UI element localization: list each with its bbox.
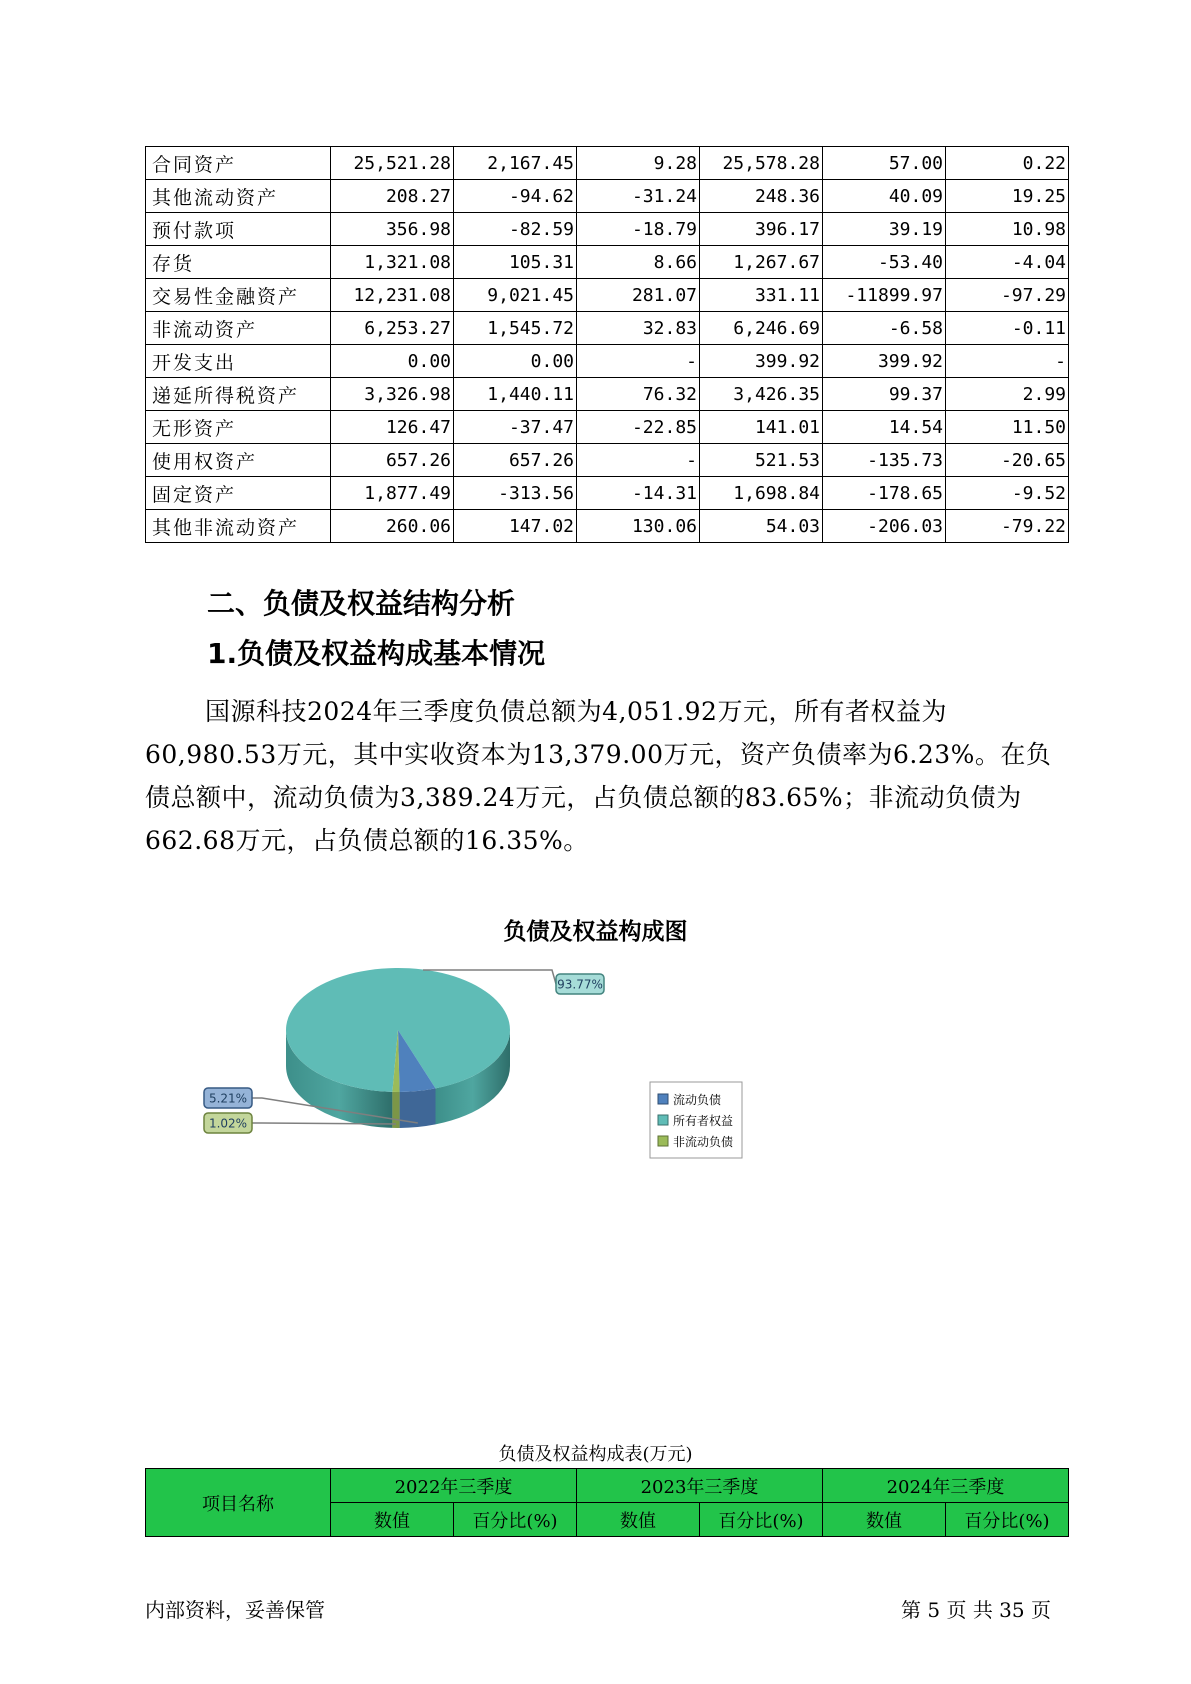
table-cell: 0.00 [454, 345, 577, 378]
table-row [146, 510, 1069, 543]
footer-page-number: 第 5 页 共 35 页 [901, 1598, 1051, 1622]
table-cell: -79.22 [946, 510, 1069, 543]
table-cell: 396.17 [700, 213, 823, 246]
asset-change-table [145, 146, 1069, 543]
legend-swatch [658, 1136, 668, 1146]
table-cell: 281.07 [577, 279, 700, 312]
legend-swatch [658, 1094, 668, 1104]
row-label: 使用权资产 [146, 444, 331, 477]
table-cell: -20.65 [946, 444, 1069, 477]
sub-header-value: 数值 [331, 1503, 454, 1537]
table-row [146, 312, 1069, 345]
table-row [146, 147, 1069, 180]
sub-header-value: 数值 [577, 1503, 700, 1537]
row-label: 无形资产 [146, 411, 331, 444]
table-row [146, 378, 1069, 411]
table-cell: -94.62 [454, 180, 577, 213]
table-cell: -0.11 [946, 312, 1069, 345]
sub-header-pct: 百分比(%) [946, 1503, 1069, 1537]
table-cell: -97.29 [946, 279, 1069, 312]
row-label: 开发支出 [146, 345, 331, 378]
summary-paragraph: 国源科技2024年三季度负债总额为4,051.92万元，所有者权益为60,980.53万元，其中实收资本为13,379.00万元，资产负债率为6.23%。在负债总额中，流动负债为3,389.24万元，占负债总额的83.65%；非流动负债为662.68万元，占负债总额的16.35%。 [145, 697, 1052, 855]
row-label: 存货 [146, 246, 331, 279]
table-cell: 12,231.08 [331, 279, 454, 312]
table-cell: -31.24 [577, 180, 700, 213]
table-cell: -206.03 [823, 510, 946, 543]
table-cell: 657.26 [331, 444, 454, 477]
table-cell: 356.98 [331, 213, 454, 246]
table-cell: 331.11 [700, 279, 823, 312]
pie-slice-side [392, 1092, 399, 1128]
chart-title: 负债及权益构成图 [503, 919, 688, 945]
table-row [146, 444, 1069, 477]
table-cell: - [946, 345, 1069, 378]
table-cell: 1,267.67 [700, 246, 823, 279]
table-cell: -18.79 [577, 213, 700, 246]
table-cell: - [577, 444, 700, 477]
table-cell: 260.06 [331, 510, 454, 543]
table-cell: 57.00 [823, 147, 946, 180]
row-label: 其他非流动资产 [146, 510, 331, 543]
liability-equity-table [145, 1468, 1069, 1537]
period-header: 2024年三季度 [823, 1469, 1069, 1503]
table-cell: 208.27 [331, 180, 454, 213]
period-header: 2023年三季度 [577, 1469, 823, 1503]
table-row [146, 180, 1069, 213]
table-cell: 399.92 [823, 345, 946, 378]
table-cell: 1,321.08 [331, 246, 454, 279]
sub-header-pct: 百分比(%) [454, 1503, 577, 1537]
sub-header-pct: 百分比(%) [700, 1503, 823, 1537]
table-cell: -37.47 [454, 411, 577, 444]
sub-header-value: 数值 [823, 1503, 946, 1537]
table-cell: 1,877.49 [331, 477, 454, 510]
table-cell: 6,253.27 [331, 312, 454, 345]
table-cell: 126.47 [331, 411, 454, 444]
table-cell: -9.52 [946, 477, 1069, 510]
table-cell: 9,021.45 [454, 279, 577, 312]
row-label: 递延所得税资产 [146, 378, 331, 411]
table-cell: 99.37 [823, 378, 946, 411]
row-label: 非流动资产 [146, 312, 331, 345]
legend-label: 所有者权益 [673, 1114, 734, 1128]
table-cell: -4.04 [946, 246, 1069, 279]
data-label: 1.02% [208, 1116, 248, 1131]
table-row [146, 345, 1069, 378]
table-cell: -135.73 [823, 444, 946, 477]
table-cell: 0.22 [946, 147, 1069, 180]
table-cell: 399.92 [700, 345, 823, 378]
table-cell: 76.32 [577, 378, 700, 411]
table-cell: 2,167.45 [454, 147, 577, 180]
table-cell: 105.31 [454, 246, 577, 279]
table-cell: 657.26 [454, 444, 577, 477]
table-cell: 0.00 [331, 345, 454, 378]
table-cell: 2.99 [946, 378, 1069, 411]
table-row [146, 213, 1069, 246]
row-label: 合同资产 [146, 147, 331, 180]
data-label: 5.21% [208, 1091, 248, 1106]
table-cell: -14.31 [577, 477, 700, 510]
table-row [146, 246, 1069, 279]
table-cell: 521.53 [700, 444, 823, 477]
table-cell: -11899.97 [823, 279, 946, 312]
pie-slice-side [400, 1088, 436, 1128]
table-cell: 6,246.69 [700, 312, 823, 345]
data-label: 93.77% [557, 977, 603, 992]
table-cell: -22.85 [577, 411, 700, 444]
table-cell: 11.50 [946, 411, 1069, 444]
table-cell: - [577, 345, 700, 378]
legend-label: 非流动负债 [673, 1135, 734, 1149]
table-cell: 1,698.84 [700, 477, 823, 510]
table-cell: 130.06 [577, 510, 700, 543]
table-cell: 19.25 [946, 180, 1069, 213]
row-label: 固定资产 [146, 477, 331, 510]
table-row [146, 411, 1069, 444]
table-cell: -53.40 [823, 246, 946, 279]
table-caption: 负债及权益构成表(万元) [498, 1444, 693, 1465]
table-cell: 32.83 [577, 312, 700, 345]
table-cell: -313.56 [454, 477, 577, 510]
row-label: 其他流动资产 [146, 180, 331, 213]
table-cell: 248.36 [700, 180, 823, 213]
table-cell: -82.59 [454, 213, 577, 246]
table-cell: 147.02 [454, 510, 577, 543]
table-row [146, 477, 1069, 510]
legend-label: 流动负债 [673, 1093, 722, 1107]
table-cell: 25,521.28 [331, 147, 454, 180]
row-label: 预付款项 [146, 213, 331, 246]
table-cell: -178.65 [823, 477, 946, 510]
table-cell: 10.98 [946, 213, 1069, 246]
section-heading: 二、负债及权益结构分析 [207, 587, 516, 620]
table-cell: 8.66 [577, 246, 700, 279]
footer-confidential: 内部资料，妥善保管 [145, 1598, 325, 1622]
leader-line [252, 1123, 396, 1124]
col-item-name: 项目名称 [146, 1469, 331, 1537]
legend-swatch [658, 1115, 668, 1125]
subsection-heading: 1.负债及权益构成基本情况 [207, 637, 546, 670]
table-cell: 14.54 [823, 411, 946, 444]
table-cell: 1,440.11 [454, 378, 577, 411]
liability-equity-pie-chart [200, 960, 820, 1250]
table-cell: 25,578.28 [700, 147, 823, 180]
table-cell: 3,326.98 [331, 378, 454, 411]
table-cell: 54.03 [700, 510, 823, 543]
row-label: 交易性金融资产 [146, 279, 331, 312]
table-cell: 3,426.35 [700, 378, 823, 411]
table-cell: 1,545.72 [454, 312, 577, 345]
period-header: 2022年三季度 [331, 1469, 577, 1503]
table-row [146, 279, 1069, 312]
table-cell: 40.09 [823, 180, 946, 213]
table-cell: 141.01 [700, 411, 823, 444]
table-cell: 39.19 [823, 213, 946, 246]
table-cell: -6.58 [823, 312, 946, 345]
table-cell: 9.28 [577, 147, 700, 180]
